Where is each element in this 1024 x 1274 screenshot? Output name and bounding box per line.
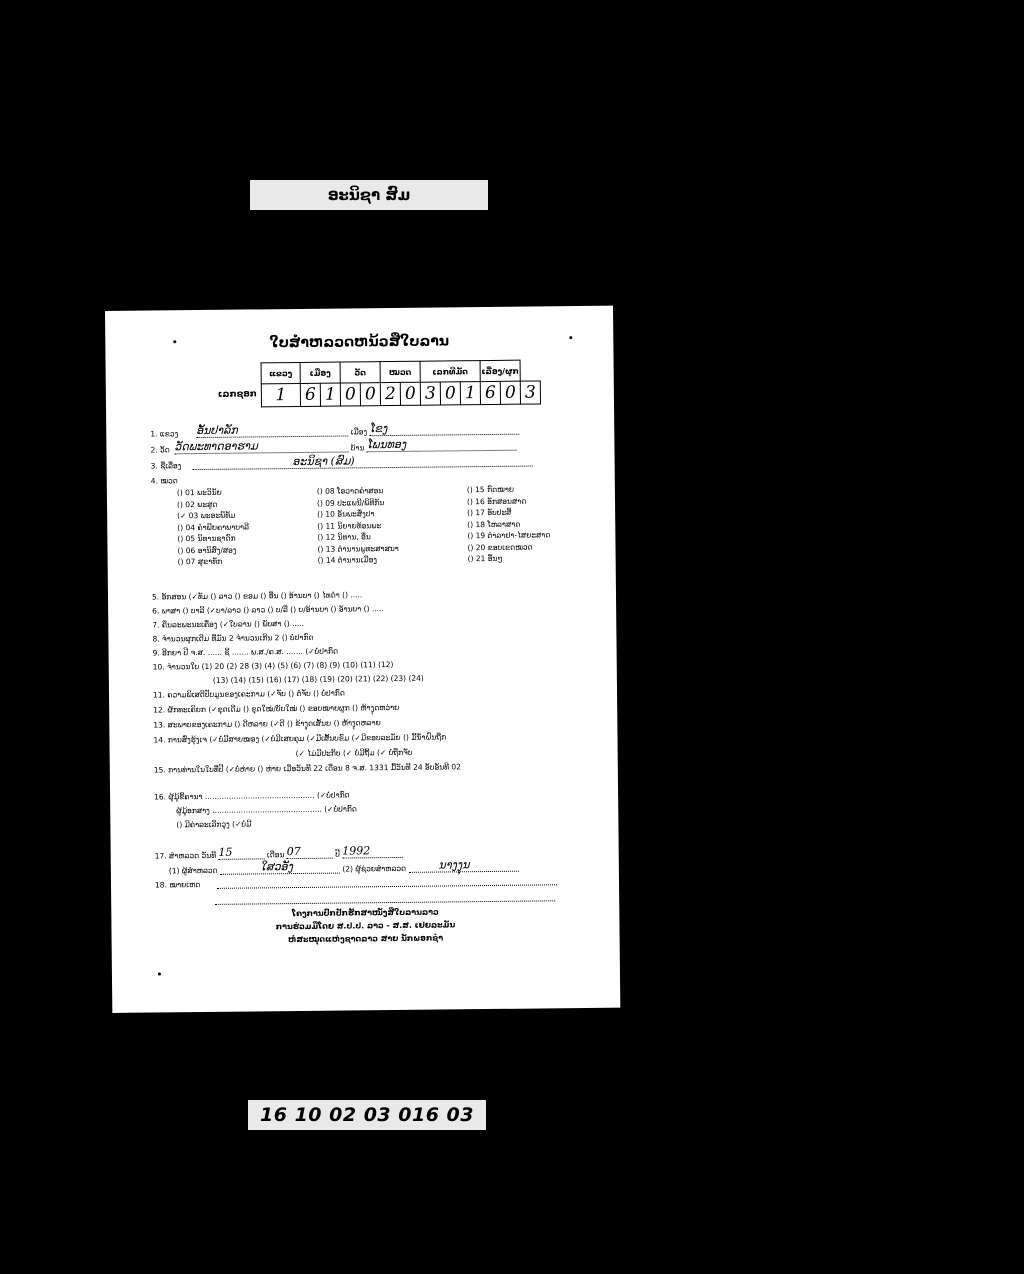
lines-row: 9. ອີກຍາ ປີ ຈ.ສ. ...... ຊີ ....... ພ.ສ./ຄ.ສ. ....... (✓ບໍ່ປາກົດ (152, 646, 339, 658)
category-option: () 05 ນິທານຊາດົກ (177, 533, 236, 544)
title-label: ອະນິຊາ ສົມ (250, 180, 488, 210)
temple-value: ວັດພະທາດອາຮາມ (174, 438, 348, 454)
code-digit: 0 (340, 383, 360, 406)
condition-lines-row: 13. ສະພາບຂອງເຄະກາມ () ດີຫລາຍ (✓ດີ () ຂ້າງຸດເສັ້ນຍ () ຫ້າງຸດຫລາຍ (153, 718, 381, 730)
surveyor-name: ໃສວອັງ (220, 860, 340, 875)
persons-row: () ມີຄ່າລະເລີກວຸງ (✓ບໍ່ມີ (176, 819, 252, 830)
condition-lines-row: (✓ ໄມ່ມີປະກິບ (✓ ບໍ່ມີຖີ້ມ (✓ ບໍ່ຖືກຈັບ (295, 747, 413, 759)
persons-row: ຜູ້ມູ້ອກສາງ .............................................. (✓ບໍ່ປາກົດ (176, 804, 357, 816)
field-row: 1. ແຂວງ ອັ້ນປາລັກ ເມືອງ ໂຂງ (150, 421, 519, 439)
field-row: 2. ວັດ ວັດພະທາດອາຮາມ ບ້ານ ໂພນທອງ (150, 437, 517, 455)
field-label: ວັດ (159, 445, 170, 455)
condition-lines-row: 12. ຜັກທະເຄິຍກ (✓ຂຸດເດີມ () ຂຸດໃໝ່/ບັບໃໝ່ () ຂອບໝາຍຜູກ () ຫ້າງຸດຫວ່າຍ (153, 702, 400, 715)
code-header: ວັດ (340, 362, 380, 383)
category-option: () 04 ຄໍາພີຍຄາພາບາລີ (177, 522, 249, 532)
code-label-bottom: 16 10 02 03 016 03 (248, 1100, 486, 1130)
category-option: () 20 ຂອບເຂດໝວດ (467, 542, 533, 552)
code-digit: 6 (480, 381, 500, 404)
code-digit: 3 (520, 381, 540, 404)
code-header: ເລກທີມັດ (420, 361, 480, 383)
persons-row: 16. ຜູ້ມູ້ຂີ້ຄານາ .............................................. (✓ບໍ່ປາກົດ (154, 790, 350, 802)
code-header: ໝວດ (380, 361, 420, 382)
category-option: () 14 ຕໍານານເມືອງ (317, 555, 378, 565)
code-grid (261, 359, 541, 407)
code-digit: 2 (380, 382, 400, 405)
lines-row: 8. ຈໍານວນຜູກເດີມ ທີ່ມັນ 2 ຈໍານວນເກີນ 2 () ບໍ່ປາກົດ (152, 632, 314, 644)
category-option: () 15 ກົດໝາຍ (466, 484, 515, 495)
code-digit: 3 (420, 382, 440, 405)
footer-line: ໂຄງການປົກປັກຮັກສາໜັງສືໃບລານລາວ (291, 907, 439, 919)
category-option: () 09 ປະແພນີ/ພິທີກັນ (316, 497, 385, 508)
category-option: () 11 ນິຍາຍທ້ອນພະ (317, 520, 382, 531)
category-option: () 07 ສຸຂາທັກ (177, 556, 223, 567)
field-label: ແຂວງ (159, 429, 179, 439)
code-digit: 0 (440, 382, 460, 405)
footer-line: ຫໍສະໝຸດແຫ່ງຊາດລາວ ສາຍ ນັກພອກຊໍາ (288, 933, 444, 945)
category-option: () 16 ອັກສອນສາດ (466, 496, 527, 506)
condition-lines-row: 14. ການສົ່ງຮຸ້ງເຈ (✓ບໍ່ມີສາຍໝອງ (✓ບໍ່ມີເສຍຄຸມ (✓ມີເສັ້ນບຂົມ (✓ມີຂອບລະມັຍ () ມີ້ນ້ໍາຝົນຖືກ (153, 732, 447, 745)
category-option: () 10 ອັນພະສຶ່ງປາ (317, 509, 375, 519)
category-option: () 12 ນິທານ, ອື່ນ (317, 532, 371, 542)
code-header: ເມືອງ (300, 362, 340, 383)
category-option: () 19 ຕໍາລາຢາ-ໄສຍະສາດ (467, 530, 551, 541)
remarks-row: 18. ໝາຍເຫດ (155, 876, 557, 889)
lines-row: (13) (14) (15) (16) (17) (18) (19) (20) (21) (22) (23) (24) (212, 673, 424, 685)
remarks-line (217, 884, 557, 889)
code-header: ເລື່ອງ/ຜູກ (480, 360, 520, 381)
category-option: () 06 ອານິສົງ/ສອງ (177, 545, 237, 555)
category-option: () 08 ໂອວາດຄໍາສອນ (316, 486, 384, 496)
category-heading: 4. ໝວດ (150, 476, 178, 486)
category-option: () 13 ຕໍານານພູທະສາສນາ (317, 543, 399, 554)
category-option: () 17 ອັບປະສຶ (467, 507, 512, 518)
province-value: ອັ້ນປາລັກ (196, 422, 348, 438)
code-digit: 0 (400, 382, 420, 405)
condition-lines-row: 15. ການທ່ານໃນໃບທີ່ປີ (✓ບໍ່ຫ່າຍ () ຫ່າຍ ເມື່ອວັນທີ 22 ເດືອນ 8 ຈ.ສ. 1331 ມື້ວັນທີ 24 ອັບອັນທີ 02 (153, 762, 461, 775)
code-digit: 1 (460, 382, 480, 405)
code-digit: 1 (320, 383, 340, 406)
form-title: ໃບສໍາຫລວດຫນ້ວສືໃບລານ (269, 333, 450, 352)
lines-row: 6. ພາສາ () ບາລີ (✓ບາ/ລາວ () ລາວ () ບ/ລື () ບ/ອ້ານບາ () ອ້ານບາ () ..... (152, 604, 384, 616)
title-value: ອະນິຊາ (ສົມ) (192, 453, 532, 471)
field-label: ຊື່ເລື່ອງ (160, 461, 182, 471)
speck (158, 972, 161, 975)
village-value: ໂພນທອງ (367, 437, 517, 453)
condition-lines-row: 11. ຄວາມພິເສດີປັບມູນຂອງເຄະກາມ (✓ຈັບ () ຕໍ່ຈັບ () ບໍ່ປາກົດ (152, 688, 345, 700)
field-label: ບ້ານ (350, 443, 365, 453)
survey-year: 1992 (342, 844, 402, 859)
footer-line: ການຮ່ວມມືໂດຍ ສ.ປ.ປ. ລາວ - ສ.ສ. ເຢຍລະມັນ (275, 920, 456, 932)
code-label: ເລກຊອກ (217, 389, 257, 400)
lines-row: 5. ອັກສອນ (✓ທັມ () ລາວ () ຂອມ () ອື່ນ () ອ້ານບາ () ໄທດໍາ () ..... (151, 590, 363, 602)
field-row: 3. ຊື່ເລື່ອງ ອະນິຊາ (ສົມ) (151, 453, 533, 471)
category-option: () 02 ພະສູດ (176, 499, 218, 509)
lines-row: 10. ຈໍານວນໃບ (1) 20 (2) 28 (3) (4) (5) (6) (7) (8) (9) (10) (11) (12) (152, 659, 394, 672)
code-digit: 1 (261, 383, 300, 406)
category-option: (✓ 03 ພະອະພິທັມ (177, 510, 236, 521)
lines-row: 7. ຄືນລະພະນະເຄື່ອງ (✓ໃບລານ () ພັບສາ () ..... (152, 618, 305, 630)
category-option: () 21 ອື່ນໆ (467, 553, 503, 564)
category-option: () 18 ໂຫລາສາດ (467, 519, 521, 529)
survey-date-row: 17. ສໍາຫລວດ ວັນທີ 15 ເດືອນ 07 ປີ 1992 (155, 844, 403, 861)
code-digit: 6 (300, 383, 320, 406)
remarks-line (215, 900, 555, 905)
code-digit: 0 (500, 381, 520, 404)
category-option: () 01 ພະວິນັຍ (176, 487, 222, 498)
code-digit: 0 (360, 383, 380, 406)
field-label: ເມືອງ (350, 427, 368, 437)
survey-month: 07 (287, 845, 333, 859)
remarks-line-2 (215, 892, 555, 905)
surveyor-row: (1) ຜູ້ສໍາຫລວດ ໃສວອັງ (2) ຜູ້ຊ່ວຍສໍາຫລວດ ນາງງຸນ (169, 858, 519, 876)
assistant-name: ນາງງຸນ (408, 858, 518, 873)
survey-day: 15 (218, 845, 264, 859)
code-header: ແຂວງ (261, 362, 300, 383)
district-value: ໂຂງ (369, 421, 519, 437)
survey-form (105, 306, 620, 1013)
